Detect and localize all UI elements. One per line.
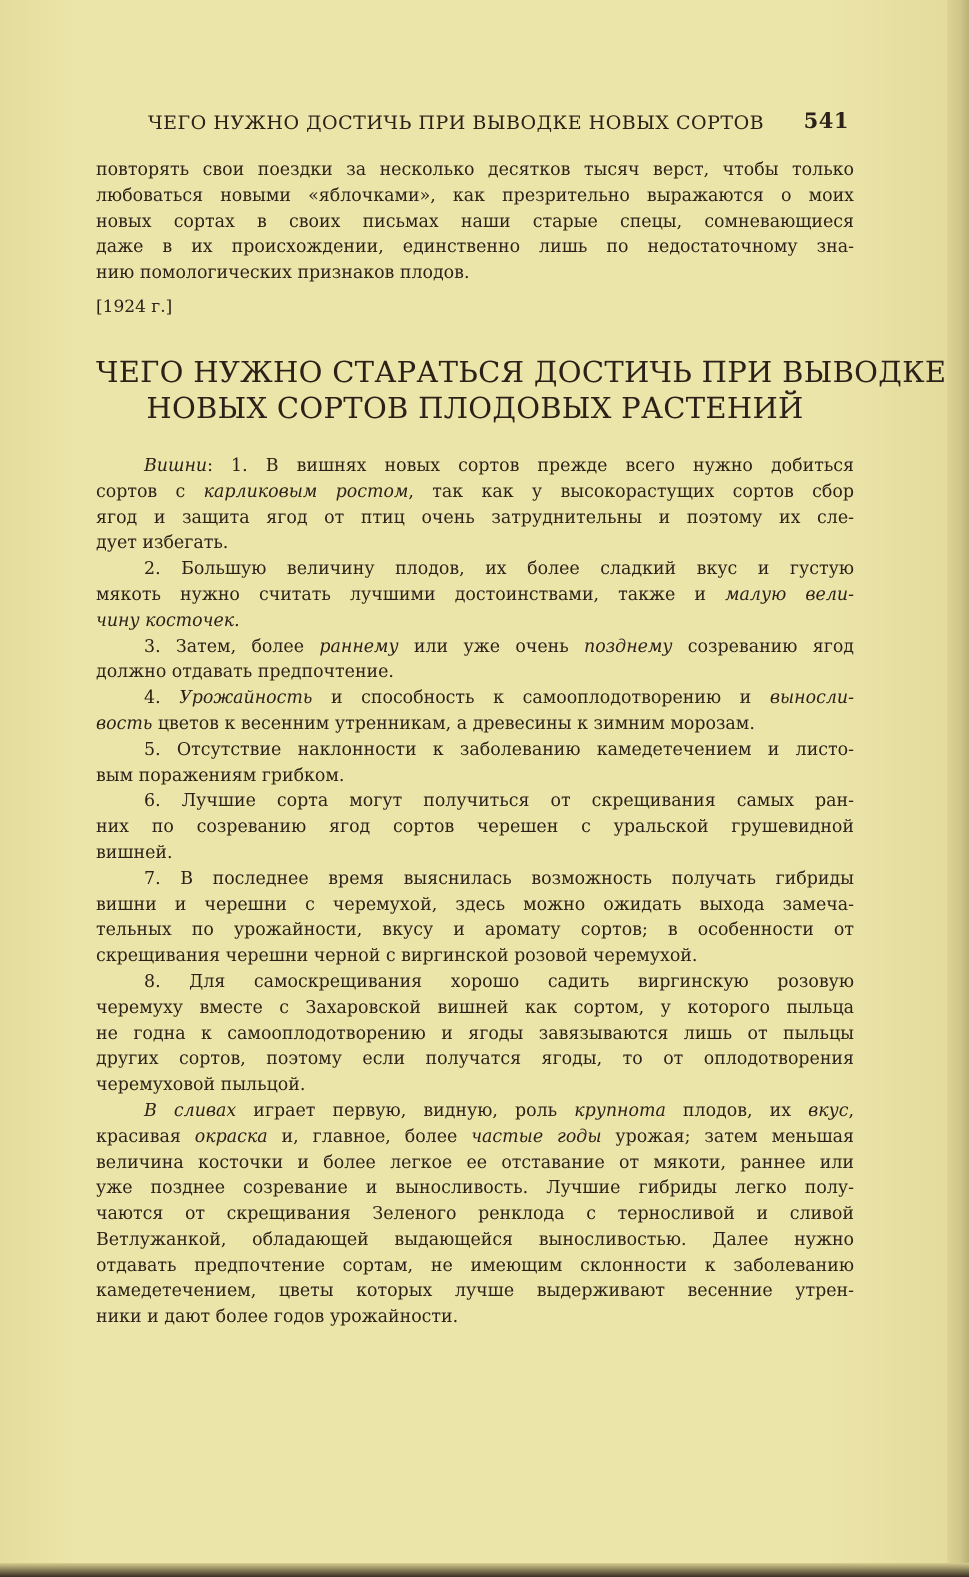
text-line: нию помологических признаков плодов. xyxy=(96,263,470,284)
text-line: 4. Урожайность и способность к самооплодотворению и выносли- xyxy=(144,688,854,709)
text-line: черемуху вместе с Захаровской вишней как сортом, у которого пыльца xyxy=(96,997,854,1018)
text-line: чаются от скрещивания Зеленого ренклода с терносливой и сливой xyxy=(96,1204,854,1225)
text-line: вишней. xyxy=(96,842,173,863)
intro-paragraph xyxy=(96,158,854,287)
running-title: ЧЕГО НУЖНО ДОСТИЧЬ ПРИ ВЫВОДКЕ НОВЫХ СОРТОВ xyxy=(148,112,765,134)
text-line: вишни и черешни с черемухой, здесь можно ожидать выхода замеча- xyxy=(96,894,854,915)
paragraph-8 xyxy=(96,970,854,1099)
text-line: даже в их происхождении, единственно лишь по недостаточному зна- xyxy=(96,237,854,258)
paragraph-4 xyxy=(96,686,854,738)
paragraph-3 xyxy=(96,635,854,687)
running-header xyxy=(148,108,853,138)
text-line: 5. Отсутствие наклонности к заболеванию камедетечением и листо- xyxy=(144,739,854,760)
text-line: В сливах играет первую, видную, роль крупнота плодов, их вкус, xyxy=(144,1100,855,1121)
text-line: них по созреванию ягод сортов черешен с уральской грушевидной xyxy=(96,817,854,838)
text-line: новых сортах в своих письмах наши старые спецы, сомневающиеся xyxy=(96,211,854,232)
text-line: 7. В последнее время выяснилась возможность получать гибриды xyxy=(144,868,854,889)
title-line-1: ЧЕГО НУЖНО СТАРАТЬСЯ ДОСТИЧЬ ПРИ ВЫВОДКЕ xyxy=(96,354,947,389)
paragraph-9 xyxy=(96,1099,854,1331)
text-line: тельных по урожайности, вкусу и аромату сортов; в особенности от xyxy=(96,920,854,941)
italic-term: частые годы xyxy=(471,1126,602,1147)
paragraph-6 xyxy=(96,789,854,866)
article-body xyxy=(96,454,854,1331)
italic-term: крупнота xyxy=(574,1100,666,1121)
text-line: 8. Для самоскрещивания хорошо садить виргинскую розовую xyxy=(144,971,854,992)
text-line: чину косточек. xyxy=(96,610,240,631)
text-line: черемуховой пыльцой. xyxy=(96,1075,306,1096)
text-line: других сортов, поэтому если получатся ягоды, то от оплодотворения xyxy=(96,1049,854,1070)
text-line: величина косточки и более легкое ее отставание от мякоти, раннее или xyxy=(96,1152,854,1173)
page-edge-shadow xyxy=(947,0,969,1577)
paragraph-5 xyxy=(96,738,854,790)
italic-term: окраска xyxy=(194,1126,268,1147)
text-line: уже позднее созревание и выносливость. Лучшие гибриды легко полу- xyxy=(96,1178,854,1199)
text-line: сортов с карликовым ростом, так как у высокорастущих сортов сбор xyxy=(96,481,854,502)
text-line: 3. Затем, более раннему или уже очень позднему созреванию ягод xyxy=(144,636,854,657)
text-line: 6. Лучшие сорта могут получиться от скрещивания самых ран- xyxy=(144,791,854,812)
italic-term: Урожайность xyxy=(179,688,313,709)
page-number: 541 xyxy=(803,108,849,133)
italic-term: раннему xyxy=(319,636,399,657)
text-line: 2. Большую величину плодов, их более сладкий вкус и густую xyxy=(144,559,854,580)
text-line: отдавать предпочтение сортам, не имеющим склонности к заболеванию xyxy=(96,1255,854,1276)
italic-term: позднему xyxy=(584,636,673,657)
text-line: скрещивания черешни черной с виргинской розовой черемухой. xyxy=(96,946,698,967)
italic-term: выносли- xyxy=(769,688,854,709)
date-note: [1924 г.] xyxy=(96,296,173,317)
italic-term: карликовым ростом xyxy=(203,481,409,502)
text-line: ягод и защита ягод от птиц очень затруднительны и поэтому их сле- xyxy=(96,507,854,528)
text-line: ники и дают более годов урожайности. xyxy=(96,1307,459,1328)
paragraph-2 xyxy=(96,557,854,634)
text-line: Вишни: 1. В вишнях новых сортов прежде всего нужно добиться xyxy=(144,455,854,476)
title-line-2: НОВЫХ СОРТОВ ПЛОДОВЫХ РАСТЕНИЙ xyxy=(146,390,804,425)
italic-term: вость xyxy=(96,713,153,734)
paragraph-7 xyxy=(96,867,854,970)
italic-term: вкус xyxy=(808,1100,849,1121)
text-line: камедетечением, цветы которых лучше выдерживают весенние утрен- xyxy=(96,1281,854,1302)
text-line: не годна к самооплодотворению и ягоды завязываются лишь от пыльцы xyxy=(96,1023,854,1044)
text-line: дует избегать. xyxy=(96,533,229,554)
page-content xyxy=(96,158,947,1331)
article-title xyxy=(96,354,947,426)
text-line: должно отдавать предпочтение. xyxy=(96,662,394,683)
text-line: вость цветов к весенним утренникам, а древесины к зимним морозам. xyxy=(96,713,755,734)
text-line: вым поражениям грибком. xyxy=(96,765,345,786)
italic-term: малую вели- xyxy=(725,584,854,605)
page-bottom-edge xyxy=(0,1563,969,1577)
italic-term: Вишни xyxy=(144,455,208,476)
text-line: любоваться новыми «яблочками», как презрительно выражаются о моих xyxy=(96,185,854,206)
italic-term: В сливах xyxy=(144,1100,237,1121)
text-line: мякоть нужно считать лучшими достоинствами, также и малую вели- xyxy=(96,584,854,605)
text-line: Ветлужанкой, обладающей выдающейся выносливостью. Далее нужно xyxy=(96,1229,854,1250)
text-line: повторять свои поездки за несколько десятков тысяч верст, чтобы только xyxy=(96,160,854,180)
paragraph-1 xyxy=(96,454,854,557)
text-line: красивая окраска и, главное, более частые годы урожая; затем меньшая xyxy=(96,1126,854,1147)
